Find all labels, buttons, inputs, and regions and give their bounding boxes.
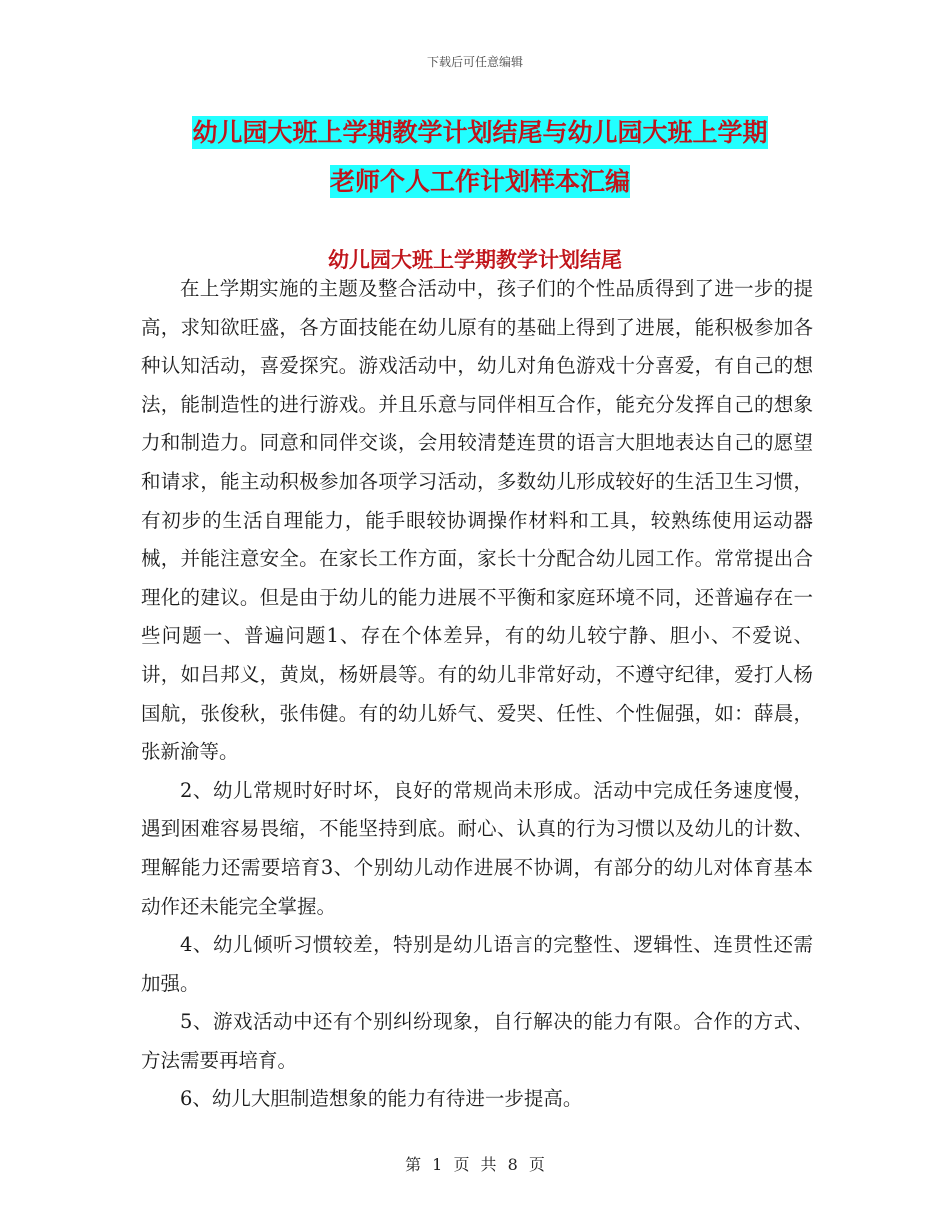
- section-title: 幼儿园大班上学期教学计划结尾: [328, 248, 622, 272]
- paragraph: 在上学期实施的主题及整合活动中，孩子们的个性品质得到了进一步的提高，求知欲旺盛，各方面技能在幼儿原有的基础上得到了进展，能积极参加各种认知活动，喜爱探究。游戏活动中，幼儿对角色游戏十分喜爱，有自己的想法，能制造性的进行游戏。并且乐意与同伴相互合作，能充分发挥自己的想象力和制造力。同意和同伴交谈，会用较清楚连贯的语言大胆地表达自己的愿望和请求，能主动积极参加各项学习活动，多数幼儿形成较好的生活卫生习惯，有初步的生活自理能力，能手眼较协调操作材料和工具，较熟练使用运动器械，并能注意安全。在家长工作方面，家长十分配合幼儿园工作。常常提出合理化的建议。但是由于幼儿的能力进展不平衡和家庭环境不同，还普遍存在一些问题一、普遍问题1、存在个体差异，有的幼儿较宁静、胆小、不爱说、讲，如吕邦义，黄岚，杨妍晨等。有的幼儿非常好动，不遵守纪律，爱打人杨国航，张俊秋，张伟健。有的幼儿娇气、爱哭、任性、个性倔强，如：薛晨，张新渝等。: [141, 277, 813, 764]
- paragraph: 5、游戏活动中还有个别纠纷现象，自行解决的能力有限。合作的方式、方法需要再培育。: [141, 1010, 813, 1072]
- document-title-line-2: 老师个人工作计划样本汇编: [329, 167, 630, 196]
- paragraph: 2、幼儿常规时好时坏，良好的常规尚未形成。活动中完成任务速度慢，遇到困难容易畏缩，不能坚持到底。耐心、认真的行为习惯以及幼儿的计数、理解能力还需要培育3、个别幼儿动作进展不协调，有部分的幼儿对体育基本动作还未能完全掌握。: [141, 778, 813, 918]
- body-text: [141, 270, 813, 1119]
- document-title: [140, 108, 820, 206]
- page-footer: 第 1 页 共 8 页: [405, 1155, 545, 1174]
- paragraph: 6、幼儿大胆制造想象的能力有待进一步提高。: [180, 1087, 583, 1111]
- header-note: 下载后可任意编辑: [426, 55, 523, 69]
- document-title-line-1: 幼儿园大班上学期教学计划结尾与幼儿园大班上学期: [192, 118, 768, 147]
- paragraph: 4、幼儿倾听习惯较差，特别是幼儿语言的完整性、逻辑性、连贯性还需加强。: [141, 933, 813, 995]
